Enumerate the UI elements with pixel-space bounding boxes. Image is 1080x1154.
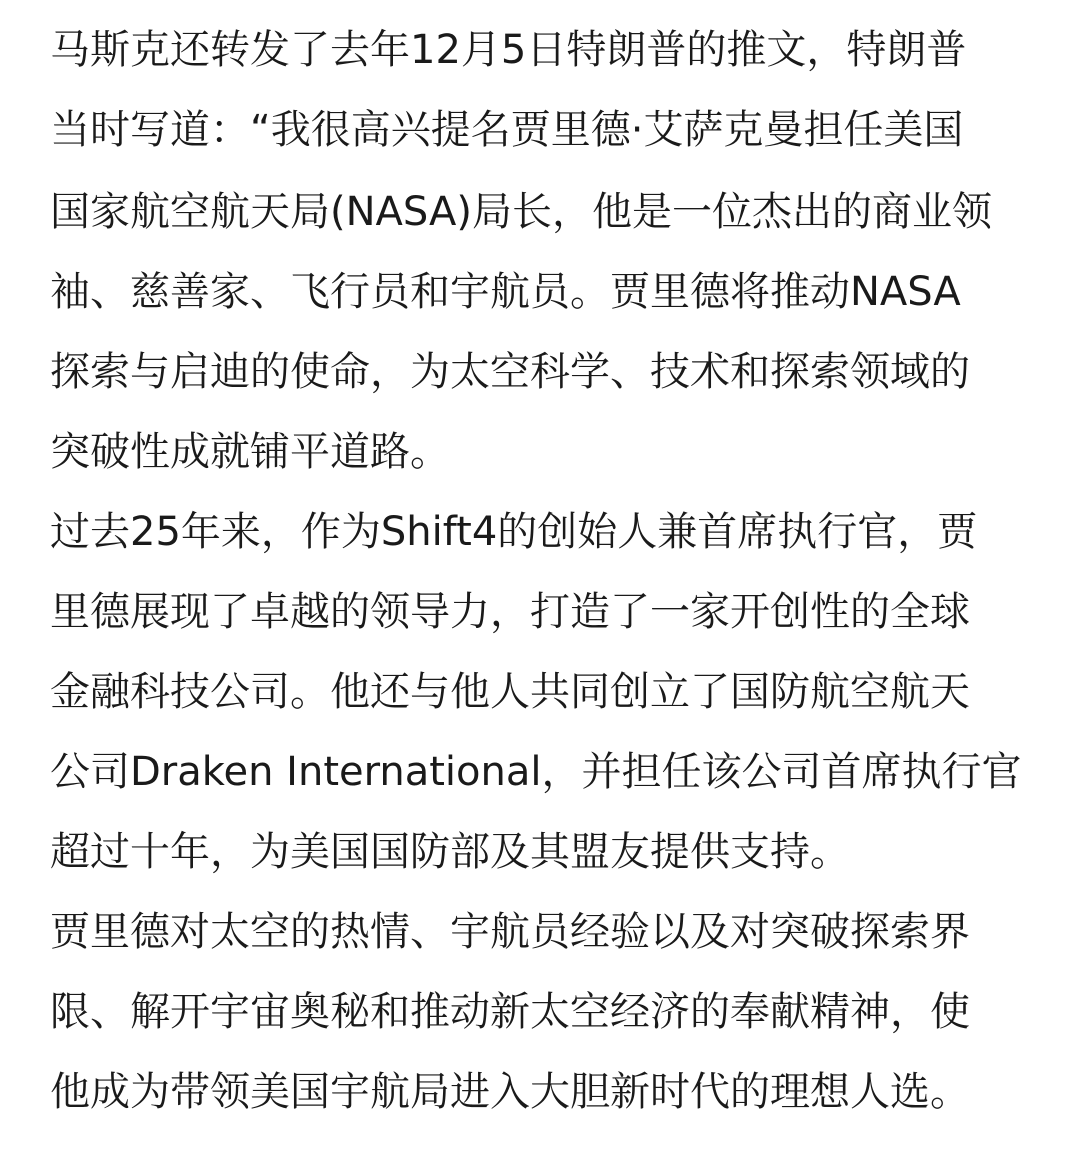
paragraph-1-line-1: 马斯克还转发了去年12月5日特朗普的推文，特朗普 [50, 27, 967, 73]
paragraph-2-line-2: 里德展现了卓越的领导力，打造了一家开创性的全球 [50, 589, 970, 635]
paragraph-1-line-5: 探索与启迪的使命，为太空科学、技术和探索领域的 [50, 349, 970, 395]
paragraph-3-line-1: 贾里德对太空的热情、宇航员经验以及对突破探索界 [50, 909, 970, 955]
paragraph-2-line-5: 超过十年，为美国国防部及其盟友提供支持。 [50, 829, 850, 875]
paragraph-3-line-3: 他成为带领美国宇航局进入大胆新时代的理想人选。 [50, 1069, 970, 1115]
paragraph-2-line-4: 公司Draken International，并担任该公司首席执行官 [50, 749, 1022, 795]
paragraph-3-line-2: 限、解开宇宙奥秘和推动新太空经济的奉献精神，使 [50, 989, 970, 1035]
paragraph-1-line-6: 突破性成就铺平道路。 [50, 429, 450, 475]
paragraph-2-line-1: 过去25年来，作为Shift4的创始人兼首席执行官，贾 [50, 509, 978, 555]
paragraph-1-line-4: 袖、慈善家、飞行员和宇航员。贾里德将推动NASA [50, 269, 961, 315]
paragraph-2-line-3: 金融科技公司。他还与他人共同创立了国防航空航天 [50, 669, 970, 715]
paragraph-1-line-3: 国家航空航天局(NASA)局长，他是一位杰出的商业领 [50, 189, 992, 235]
paragraph-1-line-2: 当时写道：“我很高兴提名贾里德·艾萨克曼担任美国 [50, 107, 964, 153]
